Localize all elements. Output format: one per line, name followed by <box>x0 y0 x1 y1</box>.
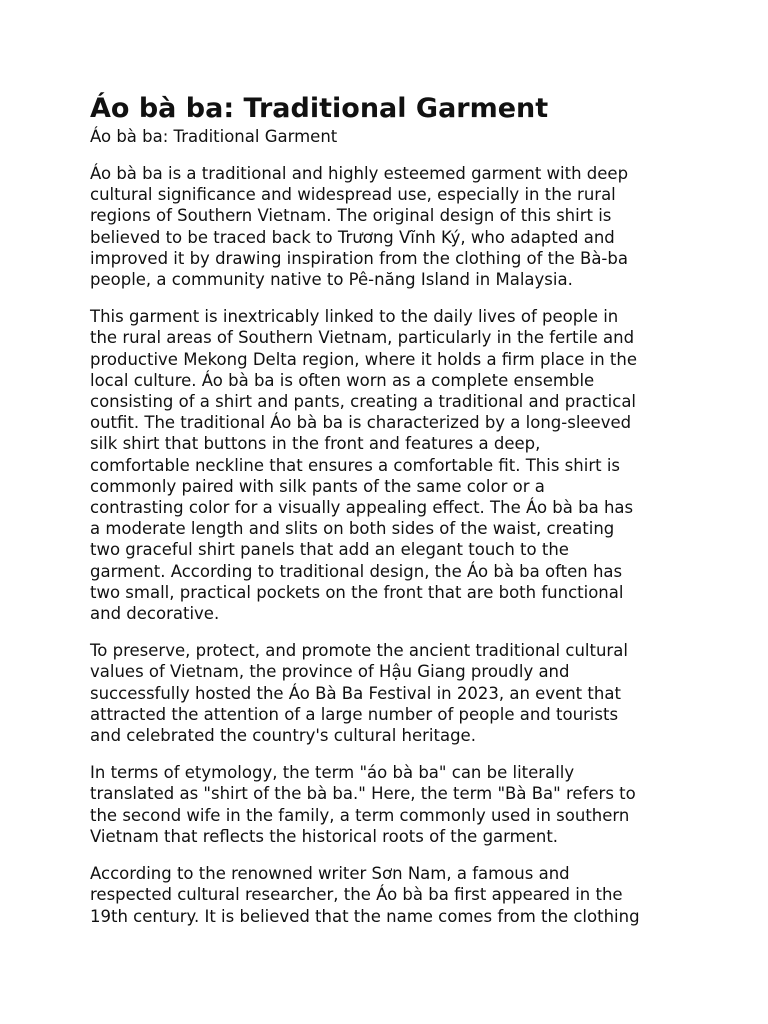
text-line: and celebrated the country's cultural heritage. <box>90 726 476 746</box>
text-line: improved it by drawing inspiration from the clothing of the Bà-ba <box>90 248 628 268</box>
document-page <box>90 92 690 943</box>
page-subtitle: Áo bà ba: Traditional Garment <box>90 127 338 146</box>
text-line: In terms of etymology, the term "áo bà ba" can be literally <box>90 763 575 783</box>
text-line: Áo bà ba is a traditional and highly esteemed garment with deep <box>90 164 629 183</box>
text-line: comfortable neckline that ensures a comfortable fit. This shirt is <box>90 455 620 475</box>
text-line: This garment is inextricably linked to the daily lives of people in <box>90 307 619 327</box>
text-line: 19th century. It is believed that the name comes from the clothing <box>90 906 640 926</box>
paragraph-etymology <box>90 762 690 847</box>
page-title: Áo bà ba: Traditional Garment <box>90 93 549 124</box>
paragraph-description <box>90 306 690 624</box>
text-line: To preserve, protect, and promote the ancient traditional cultural <box>90 641 628 661</box>
paragraph-origin <box>90 163 690 290</box>
text-line: two small, practical pockets on the front that are both functional <box>90 582 624 602</box>
text-line: believed to be traced back to Trương Vĩnh Ký, who adapted and <box>90 227 615 247</box>
text-line: contrasting color for a visually appealing effect. The Áo bà ba has <box>90 498 634 518</box>
text-line: two graceful shirt panels that add an elegant touch to the <box>90 540 569 560</box>
text-line: outfit. The traditional Áo bà ba is characterized by a long-sleeved <box>90 413 632 433</box>
text-line: productive Mekong Delta region, where it holds a firm place in the <box>90 349 638 369</box>
text-line: cultural significance and widespread use, especially in the rural <box>90 185 616 205</box>
text-line: the second wife in the family, a term commonly used in southern <box>90 805 630 825</box>
text-line: According to the renowned writer Sơn Nam, a famous and <box>90 864 570 884</box>
text-line: garment. According to traditional design, the Áo bà ba often has <box>90 561 623 581</box>
text-line: silk shirt that buttons in the front and features a deep, <box>90 434 541 454</box>
text-line: translated as "shirt of the bà ba." Here, the term "Bà Ba" refers to <box>90 784 636 804</box>
text-line: commonly paired with silk pants of the same color or a <box>90 476 545 496</box>
text-line: attracted the attention of a large number of people and tourists <box>90 704 619 724</box>
text-line: successfully hosted the Áo Bà Ba Festival in 2023, an event that <box>90 683 621 703</box>
text-line: values of Vietnam, the province of Hậu Giang proudly and <box>90 662 570 682</box>
paragraph-festival <box>90 640 690 746</box>
text-line: regions of Southern Vietnam. The original design of this shirt is <box>90 206 612 226</box>
text-line: people, a community native to Pê-năng Island in Malaysia. <box>90 270 573 290</box>
text-line: consisting of a shirt and pants, creating a traditional and practical <box>90 392 637 412</box>
text-line: Vietnam that reflects the historical roots of the garment. <box>90 826 559 846</box>
text-line: local culture. Áo bà ba is often worn as a complete ensemble <box>90 370 595 390</box>
text-line: and decorative. <box>90 604 220 624</box>
paragraph-history <box>90 863 690 927</box>
text-line: a moderate length and slits on both sides of the waist, creating <box>90 519 615 539</box>
text-line: respected cultural researcher, the Áo bà ba first appeared in the <box>90 885 623 905</box>
text-line: the rural areas of Southern Vietnam, particularly in the fertile and <box>90 328 635 348</box>
